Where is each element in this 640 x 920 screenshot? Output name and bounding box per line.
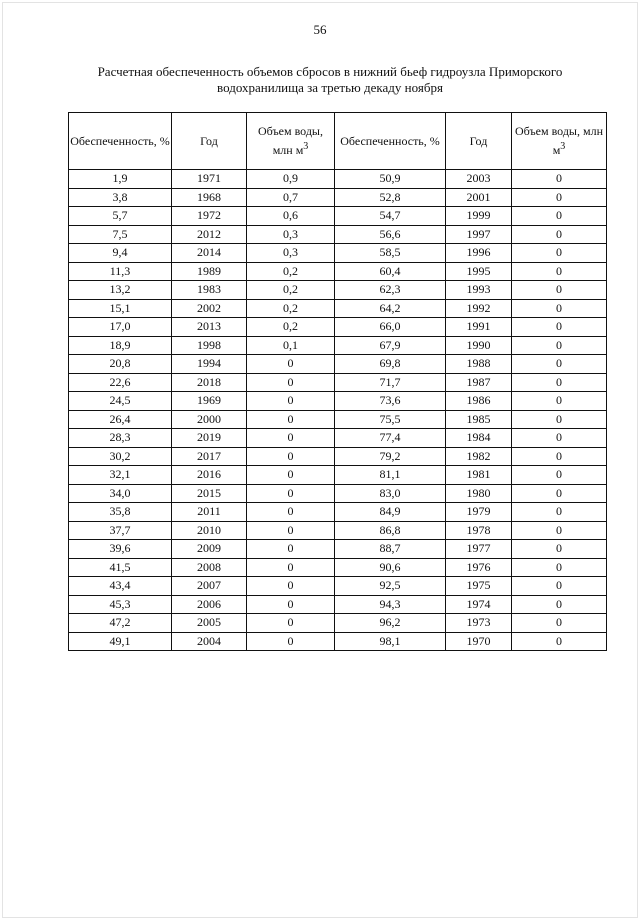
table-body xyxy=(69,170,607,651)
cell-year-2: 1978 xyxy=(446,521,512,540)
header-volume-1 xyxy=(247,113,335,170)
cell-year-1: 2004 xyxy=(172,632,247,651)
cell-volume-2: 0 xyxy=(512,558,607,577)
cell-volume-1: 0 xyxy=(247,373,335,392)
table-row xyxy=(69,336,607,355)
header-volume-2-exponent: 3 xyxy=(560,141,566,152)
cell-year-1: 2015 xyxy=(172,484,247,503)
cell-year-2: 1985 xyxy=(446,410,512,429)
cell-year-2: 1988 xyxy=(446,355,512,374)
cell-probability-2: 94,3 xyxy=(335,595,446,614)
table-header-row xyxy=(69,113,607,170)
cell-volume-2: 0 xyxy=(512,484,607,503)
cell-probability-2: 54,7 xyxy=(335,207,446,226)
cell-volume-1: 0,2 xyxy=(247,318,335,337)
cell-probability-1: 37,7 xyxy=(69,521,172,540)
cell-volume-1: 0 xyxy=(247,540,335,559)
cell-volume-2: 0 xyxy=(512,262,607,281)
cell-probability-1: 39,6 xyxy=(69,540,172,559)
cell-volume-2: 0 xyxy=(512,466,607,485)
table-row xyxy=(69,225,607,244)
table-row xyxy=(69,503,607,522)
table-row xyxy=(69,318,607,337)
cell-volume-1: 0 xyxy=(247,466,335,485)
table-row xyxy=(69,558,607,577)
cell-volume-1: 0 xyxy=(247,558,335,577)
cell-year-2: 1977 xyxy=(446,540,512,559)
cell-volume-1: 0,2 xyxy=(247,262,335,281)
cell-volume-1: 0,3 xyxy=(247,225,335,244)
cell-probability-1: 22,6 xyxy=(69,373,172,392)
cell-volume-2: 0 xyxy=(512,632,607,651)
cell-probability-2: 79,2 xyxy=(335,447,446,466)
header-probability-2: Обеспеченность, % xyxy=(335,113,446,170)
cell-volume-2: 0 xyxy=(512,170,607,189)
cell-probability-2: 75,5 xyxy=(335,410,446,429)
cell-year-1: 2016 xyxy=(172,466,247,485)
cell-probability-2: 64,2 xyxy=(335,299,446,318)
cell-volume-2: 0 xyxy=(512,447,607,466)
cell-volume-1: 0,2 xyxy=(247,299,335,318)
table-row xyxy=(69,447,607,466)
cell-probability-2: 92,5 xyxy=(335,577,446,596)
cell-probability-1: 34,0 xyxy=(69,484,172,503)
cell-year-2: 1980 xyxy=(446,484,512,503)
cell-year-1: 2008 xyxy=(172,558,247,577)
cell-volume-1: 0,7 xyxy=(247,188,335,207)
cell-probability-1: 35,8 xyxy=(69,503,172,522)
cell-probability-1: 7,5 xyxy=(69,225,172,244)
cell-volume-2: 0 xyxy=(512,188,607,207)
document-title xyxy=(70,64,590,96)
cell-year-2: 1991 xyxy=(446,318,512,337)
cell-volume-2: 0 xyxy=(512,410,607,429)
cell-probability-2: 86,8 xyxy=(335,521,446,540)
cell-year-2: 1990 xyxy=(446,336,512,355)
cell-volume-2: 0 xyxy=(512,336,607,355)
table-row xyxy=(69,466,607,485)
cell-year-2: 1997 xyxy=(446,225,512,244)
cell-volume-1: 0 xyxy=(247,392,335,411)
table-row xyxy=(69,614,607,633)
cell-volume-2: 0 xyxy=(512,207,607,226)
cell-year-1: 2000 xyxy=(172,410,247,429)
cell-volume-2: 0 xyxy=(512,503,607,522)
cell-probability-1: 18,9 xyxy=(69,336,172,355)
cell-probability-1: 11,3 xyxy=(69,262,172,281)
cell-year-1: 2017 xyxy=(172,447,247,466)
cell-volume-1: 0,2 xyxy=(247,281,335,300)
cell-volume-2: 0 xyxy=(512,577,607,596)
cell-year-1: 2009 xyxy=(172,540,247,559)
cell-probability-2: 66,0 xyxy=(335,318,446,337)
cell-volume-2: 0 xyxy=(512,281,607,300)
table-row xyxy=(69,281,607,300)
title-line-2: водохранилища за третью декаду ноября xyxy=(217,80,443,95)
cell-probability-2: 56,6 xyxy=(335,225,446,244)
cell-probability-2: 60,4 xyxy=(335,262,446,281)
table-row xyxy=(69,373,607,392)
cell-volume-1: 0 xyxy=(247,410,335,429)
header-volume-1-text: Объем воды, млн м xyxy=(257,124,323,157)
cell-year-1: 2012 xyxy=(172,225,247,244)
cell-volume-2: 0 xyxy=(512,355,607,374)
cell-probability-2: 50,9 xyxy=(335,170,446,189)
cell-volume-1: 0 xyxy=(247,503,335,522)
cell-probability-1: 1,9 xyxy=(69,170,172,189)
cell-probability-1: 24,5 xyxy=(69,392,172,411)
header-volume-2-text: Объем воды, млн м xyxy=(514,124,603,157)
table-row xyxy=(69,577,607,596)
cell-year-2: 2001 xyxy=(446,188,512,207)
table-row xyxy=(69,244,607,263)
cell-year-2: 1974 xyxy=(446,595,512,614)
cell-year-2: 2003 xyxy=(446,170,512,189)
cell-probability-1: 26,4 xyxy=(69,410,172,429)
cell-year-1: 1969 xyxy=(172,392,247,411)
cell-year-2: 1973 xyxy=(446,614,512,633)
cell-year-1: 1983 xyxy=(172,281,247,300)
table-row xyxy=(69,540,607,559)
cell-volume-1: 0,6 xyxy=(247,207,335,226)
cell-probability-1: 5,7 xyxy=(69,207,172,226)
cell-probability-2: 62,3 xyxy=(335,281,446,300)
cell-year-1: 2013 xyxy=(172,318,247,337)
cell-year-1: 2002 xyxy=(172,299,247,318)
header-volume-1-exponent: 3 xyxy=(303,141,309,152)
table-row xyxy=(69,484,607,503)
header-probability-1: Обеспеченность, % xyxy=(69,113,172,170)
cell-probability-1: 45,3 xyxy=(69,595,172,614)
page-number: 56 xyxy=(313,22,327,37)
cell-volume-2: 0 xyxy=(512,614,607,633)
cell-year-1: 2006 xyxy=(172,595,247,614)
cell-volume-2: 0 xyxy=(512,429,607,448)
cell-year-2: 1984 xyxy=(446,429,512,448)
cell-probability-2: 58,5 xyxy=(335,244,446,263)
cell-volume-1: 0 xyxy=(247,614,335,633)
cell-probability-1: 32,1 xyxy=(69,466,172,485)
cell-probability-2: 84,9 xyxy=(335,503,446,522)
cell-probability-1: 41,5 xyxy=(69,558,172,577)
table-row xyxy=(69,632,607,651)
table-row xyxy=(69,262,607,281)
cell-probability-2: 69,8 xyxy=(335,355,446,374)
table-row xyxy=(69,595,607,614)
cell-year-1: 1989 xyxy=(172,262,247,281)
cell-volume-1: 0 xyxy=(247,632,335,651)
cell-probability-1: 49,1 xyxy=(69,632,172,651)
cell-volume-1: 0,3 xyxy=(247,244,335,263)
cell-volume-2: 0 xyxy=(512,318,607,337)
cell-year-1: 1994 xyxy=(172,355,247,374)
cell-probability-2: 83,0 xyxy=(335,484,446,503)
cell-volume-1: 0,9 xyxy=(247,170,335,189)
header-year-2: Год xyxy=(446,113,512,170)
cell-probability-2: 71,7 xyxy=(335,373,446,392)
cell-probability-1: 20,8 xyxy=(69,355,172,374)
cell-volume-1: 0 xyxy=(247,355,335,374)
table-row xyxy=(69,188,607,207)
table-row xyxy=(69,429,607,448)
cell-volume-1: 0,1 xyxy=(247,336,335,355)
cell-probability-1: 43,4 xyxy=(69,577,172,596)
cell-volume-1: 0 xyxy=(247,429,335,448)
cell-year-1: 2007 xyxy=(172,577,247,596)
cell-probability-1: 30,2 xyxy=(69,447,172,466)
cell-year-1: 2019 xyxy=(172,429,247,448)
cell-year-2: 1993 xyxy=(446,281,512,300)
cell-year-1: 2018 xyxy=(172,373,247,392)
cell-volume-1: 0 xyxy=(247,577,335,596)
cell-volume-1: 0 xyxy=(247,595,335,614)
cell-probability-2: 98,1 xyxy=(335,632,446,651)
header-year-1: Год xyxy=(172,113,247,170)
cell-year-2: 1970 xyxy=(446,632,512,651)
header-volume-2 xyxy=(512,113,607,170)
cell-year-2: 1986 xyxy=(446,392,512,411)
cell-volume-1: 0 xyxy=(247,521,335,540)
cell-volume-1: 0 xyxy=(247,484,335,503)
table-row xyxy=(69,299,607,318)
table-row xyxy=(69,355,607,374)
cell-probability-2: 52,8 xyxy=(335,188,446,207)
cell-year-2: 1976 xyxy=(446,558,512,577)
cell-volume-2: 0 xyxy=(512,299,607,318)
cell-year-1: 1998 xyxy=(172,336,247,355)
cell-year-2: 1987 xyxy=(446,373,512,392)
cell-year-2: 1996 xyxy=(446,244,512,263)
cell-year-2: 1995 xyxy=(446,262,512,281)
table-row xyxy=(69,521,607,540)
cell-probability-1: 17,0 xyxy=(69,318,172,337)
cell-probability-2: 81,1 xyxy=(335,466,446,485)
cell-volume-1: 0 xyxy=(247,447,335,466)
cell-probability-1: 15,1 xyxy=(69,299,172,318)
cell-probability-2: 96,2 xyxy=(335,614,446,633)
cell-probability-2: 90,6 xyxy=(335,558,446,577)
table-row xyxy=(69,392,607,411)
probability-table xyxy=(68,112,607,651)
cell-probability-2: 77,4 xyxy=(335,429,446,448)
cell-year-2: 1975 xyxy=(446,577,512,596)
cell-year-2: 1979 xyxy=(446,503,512,522)
table-row xyxy=(69,410,607,429)
cell-probability-1: 3,8 xyxy=(69,188,172,207)
cell-year-1: 2005 xyxy=(172,614,247,633)
cell-probability-2: 67,9 xyxy=(335,336,446,355)
cell-year-1: 1971 xyxy=(172,170,247,189)
cell-year-2: 1982 xyxy=(446,447,512,466)
cell-year-2: 1999 xyxy=(446,207,512,226)
cell-year-1: 1968 xyxy=(172,188,247,207)
cell-probability-1: 47,2 xyxy=(69,614,172,633)
cell-volume-2: 0 xyxy=(512,540,607,559)
cell-year-2: 1981 xyxy=(446,466,512,485)
cell-year-2: 1992 xyxy=(446,299,512,318)
cell-probability-1: 28,3 xyxy=(69,429,172,448)
cell-probability-1: 13,2 xyxy=(69,281,172,300)
cell-probability-2: 73,6 xyxy=(335,392,446,411)
cell-volume-2: 0 xyxy=(512,373,607,392)
cell-volume-2: 0 xyxy=(512,225,607,244)
cell-probability-1: 9,4 xyxy=(69,244,172,263)
cell-year-1: 2010 xyxy=(172,521,247,540)
cell-volume-2: 0 xyxy=(512,392,607,411)
cell-probability-2: 88,7 xyxy=(335,540,446,559)
cell-volume-2: 0 xyxy=(512,521,607,540)
cell-year-1: 2011 xyxy=(172,503,247,522)
cell-year-1: 2014 xyxy=(172,244,247,263)
table-row xyxy=(69,207,607,226)
title-line-1: Расчетная обеспеченность объемов сбросов в нижний бьеф гидроузла Приморского xyxy=(97,64,563,79)
cell-volume-2: 0 xyxy=(512,595,607,614)
cell-year-1: 1972 xyxy=(172,207,247,226)
table-row xyxy=(69,170,607,189)
cell-volume-2: 0 xyxy=(512,244,607,263)
